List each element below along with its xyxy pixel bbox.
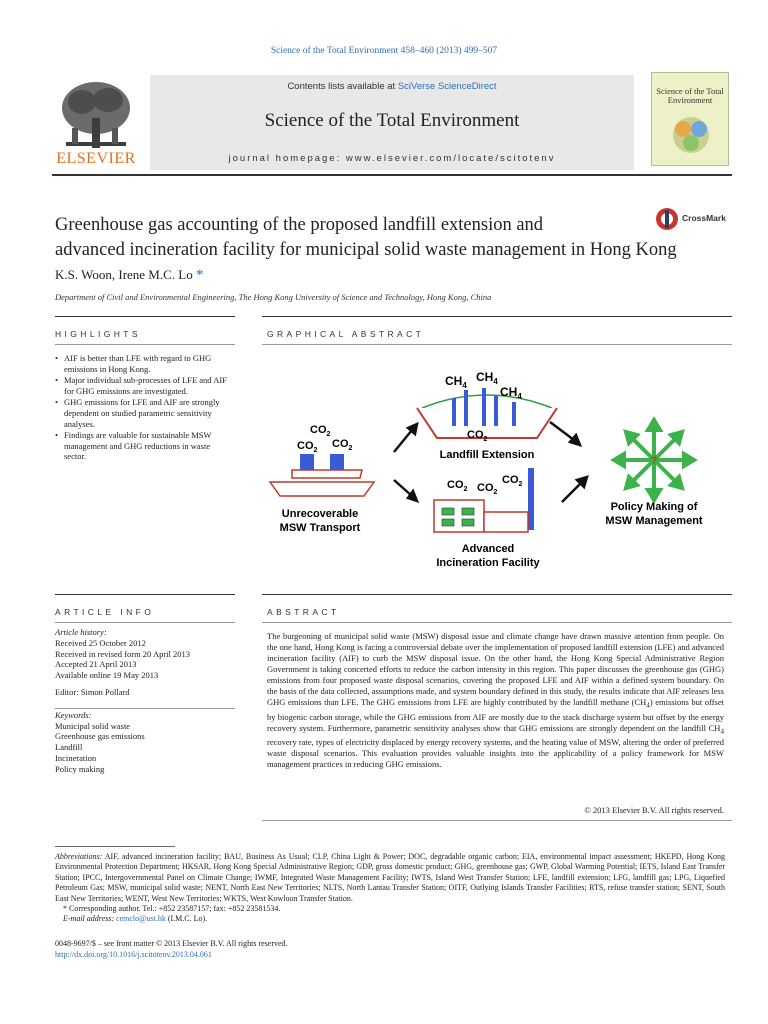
highlight-item: • Findings are valuable for sustainable MSW management and GHG reductions in waste sector. (55, 430, 230, 462)
barge-deck (292, 470, 362, 478)
heading-abstract: ABSTRACT (267, 607, 340, 617)
rule-article-info (55, 594, 235, 595)
ch4-bar (464, 390, 468, 426)
policy-label-2: MSW Management (605, 515, 703, 527)
journal-cover-thumbnail[interactable] (651, 72, 729, 166)
crossmark-icon (655, 207, 679, 231)
journal-homepage[interactable]: journal homepage: www.elsevier.com/locate/scitotenv (228, 153, 556, 164)
aif-label-2: Incineration Facility (436, 557, 540, 569)
abstract-part: The burgeoning of municipal solid waste (MSW) disposal issue and climate change have drawn massive attention from people. On the one hand, Hong Kong is facing a controversial debate over the implementation of proposed landfill extension (LFE) and advanced incineration facility (AIF) to curb the MSW disposal issue. On the other hand, the Hong Kong Special Administrative Region Government is taking concerted efforts to reduce the carbon intensity in this region. This paper discusses the greenhouse gas (GHG) emissions from four proposed waste disposal scenarios, covering the proposed LFE and AIF within a defined system boundary. On the basis of the data collected, assumptions made, and system boundary defined in this study, the results indicate that AIF releases less GHG emissions than LFE. The GHG emissions from LFE are highly contributed by the landfill methane (CH (267, 631, 724, 707)
transport-stack (330, 454, 344, 470)
aif-window (462, 519, 474, 526)
keyword: Municipal solid waste (55, 720, 131, 731)
header-rule (52, 174, 732, 176)
doi-link[interactable]: http://dx.doi.org/10.1016/j.scitotenv.2013.04.061 (55, 950, 212, 959)
highlights-list (55, 353, 230, 463)
affiliation: Department of Civil and Environmental Engineering, The Hong Kong University of Science and Technology, Hong Kong, China (55, 292, 492, 302)
rule-highlights (55, 316, 235, 317)
history-label: Article history: (55, 627, 107, 637)
co2-transport-label: $CO_2$ (310, 424, 331, 438)
abstract-subscript: 4 (720, 727, 724, 736)
rule-article-info-sub (55, 622, 235, 623)
article-info (55, 627, 233, 775)
heading-graphical-abstract: GRAPHICAL ABSTRACT (267, 329, 425, 339)
transport-label-1: Unrecoverable (281, 508, 359, 520)
rule-highlights-sub (55, 344, 235, 345)
received-date: Received 25 October 2012 (55, 637, 146, 648)
heading-highlights: HIGHLIGHTS (55, 329, 141, 339)
rule-footnotes (55, 846, 175, 847)
journal-citation[interactable]: Science of the Total Environment 458–460 (2013) 499–507 (270, 46, 498, 56)
online-date: Available online 19 May 2013 (55, 670, 159, 681)
ch4-label-c: $CH_4$ (500, 385, 522, 401)
title-line-2: advanced incineration facility for municipal solid waste management in Hong Kong (55, 240, 677, 260)
transport-stack (300, 454, 314, 470)
cover-art (666, 113, 716, 157)
author-names: K.S. Woon, Irene M.C. Lo (55, 267, 193, 282)
rule-abstract-end (262, 820, 732, 821)
ch4-label-a: $CH_4$ (445, 374, 467, 390)
co2-transport-label: $CO_2$ (297, 440, 318, 454)
email-label: E-mail address: (63, 914, 115, 924)
rule-graphical (262, 316, 732, 317)
ch4-bar (494, 396, 498, 426)
crossmark-label: CrossMark (682, 213, 726, 223)
transport-label-2: MSW Transport (279, 522, 361, 534)
keyword: Policy making (55, 763, 105, 774)
keyword: Greenhouse gas emissions (55, 731, 145, 742)
editor: Editor: Simon Pollard (55, 686, 130, 697)
abstract-copyright: © 2013 Elsevier B.V. All rights reserved. (584, 805, 724, 815)
elsevier-wordmark[interactable]: ELSEVIER (56, 150, 136, 167)
aif-annex (484, 512, 528, 532)
issn-line: 0048-9697/$ – see front matter © 2013 Elsevier B.V. All rights reserved. (55, 939, 288, 948)
rule-abstract (262, 594, 732, 595)
ch4-bar (512, 402, 516, 426)
policy-label-1: Policy Making of (610, 501, 698, 513)
landfill-extension-label: Landfill Extension (439, 449, 535, 461)
rule-graphical-sub (262, 344, 732, 345)
aif-stack (528, 468, 534, 530)
highlight-item: • Major individual sub-processes of LFE and AIF for GHG emissions are investigated. (55, 375, 230, 396)
contents-prefix: Contents lists available at (287, 81, 398, 92)
aif-window (442, 519, 454, 526)
heading-article-info: ARTICLE INFO (55, 607, 155, 617)
co2-transport-label: $CO_2$ (332, 438, 353, 452)
email-suffix: (I.M.C. Lo). (165, 914, 208, 924)
keyword: Incineration (55, 752, 97, 763)
keywords-label: Keywords: (55, 709, 92, 720)
journal-title[interactable]: Science of the Total Environment (264, 110, 520, 131)
highlight-item: • GHG emissions for LFE and AIF are strongly dependent on studied parametric sensitivity analyses. (55, 397, 230, 429)
graphical-abstract-figure (262, 360, 732, 580)
accepted-date: Accepted 21 April 2013 (55, 659, 137, 670)
email-link[interactable]: cemclo@ust.hk (116, 914, 166, 924)
co2-aif-label: $CO_2$ (477, 482, 498, 496)
email-line (55, 914, 725, 924)
crossmark-badge[interactable] (655, 207, 745, 231)
aif-label-1: Advanced (461, 543, 515, 555)
revised-date: Received in revised form 20 April 2013 (55, 648, 191, 659)
contents-line (150, 81, 634, 92)
cover-title: Science of the Total Environment (656, 86, 724, 105)
abstract-part: ) emissions but offset by biogenic carbon storage, while the GHG emissions from AIF are mostly due to the stack discharge system but offset by the energy recovery system. Furthermore, parametric sensitivity analyses show that GHG emissions are strongly dependent on the landfill CH (267, 697, 724, 733)
front-matter (55, 938, 288, 960)
ch4-label-b: $CH_4$ (476, 370, 498, 386)
landfill-pit (417, 408, 557, 438)
keyword: Landfill (55, 742, 83, 753)
abbreviations-text: AIF, advanced incineration facility; BAU, Business As Usual; CLP, China Light & Power; DOC, degradable organic carbon; EIA, environmental impact assessment; HKEPD, Hong Kong Environmental Protection Department; HKSAR, Hong Kong Special Administrative Region; GDP, gross domestic product; GHG, greenhouse gas; GWP, Global Warming Potential; IETS, Island East Transfer Station; IPCC, Intergovernmental Panel on Climate Change; IWMF, Integrated Waste Management Facility; IWTS, Island West Transfer Station; LFE, landfill extension; LFG, landfill gas; LPG, Liquefied Petroleum Gas; MSW, municipal solid waste; NENT, North East New Territories; NLTS, North Lantau Transfer Station; OITF, Outlying Islands Transfer Facilities; RTS, refuse transfer station; SENT, South East New Territories; WENT, West New Territories; WKTS, West Kowloon Transfer Station. (55, 852, 725, 903)
aif-window (442, 508, 454, 515)
rule-abstract-sub (262, 622, 732, 623)
co2-landfill-label: $CO_2$ (467, 429, 488, 443)
co2-aif-label: $CO_2$ (447, 479, 468, 493)
title-line-1: Greenhouse gas accounting of the proposed landfill extension and (55, 215, 544, 235)
rule-keywords (55, 708, 235, 709)
sciencedirect-link[interactable]: SciVerse ScienceDirect (397, 81, 497, 92)
abbreviations (55, 852, 725, 904)
abstract-part: recovery rate, types of electricity displaced by energy recovery systems, and the heating value of MSW, altering the order of preferred waste disposal scenarios. This evaluation provides valuable insights into the applicability of a policy framework for MSW management practices in reducing GHG emissions. (267, 737, 724, 770)
corresponding-author-note: * Corresponding author. Tel.: +852 23587157; fax: +852 23581534. (63, 904, 281, 914)
authors (55, 267, 203, 284)
abstract-subscript: 4 (646, 701, 650, 710)
aif-building (434, 500, 484, 532)
footnotes (55, 852, 725, 925)
policy-question-mark: ? (650, 455, 658, 467)
corresponding-author-mark[interactable]: * (195, 267, 204, 283)
paper-title (55, 213, 735, 263)
abstract-text (267, 631, 724, 770)
co2-aif-label: $CO_2$ (502, 474, 523, 488)
ch4-bar (482, 388, 486, 426)
landfill-mound-curve (422, 395, 552, 408)
ch4-bar (452, 398, 456, 426)
aif-window (462, 508, 474, 515)
barge-hull (270, 482, 374, 496)
highlight-item: • AIF is better than LFE with regard to GHG emissions in Hong Kong. (55, 353, 230, 374)
abbreviations-label: Abbreviations: (55, 852, 103, 861)
